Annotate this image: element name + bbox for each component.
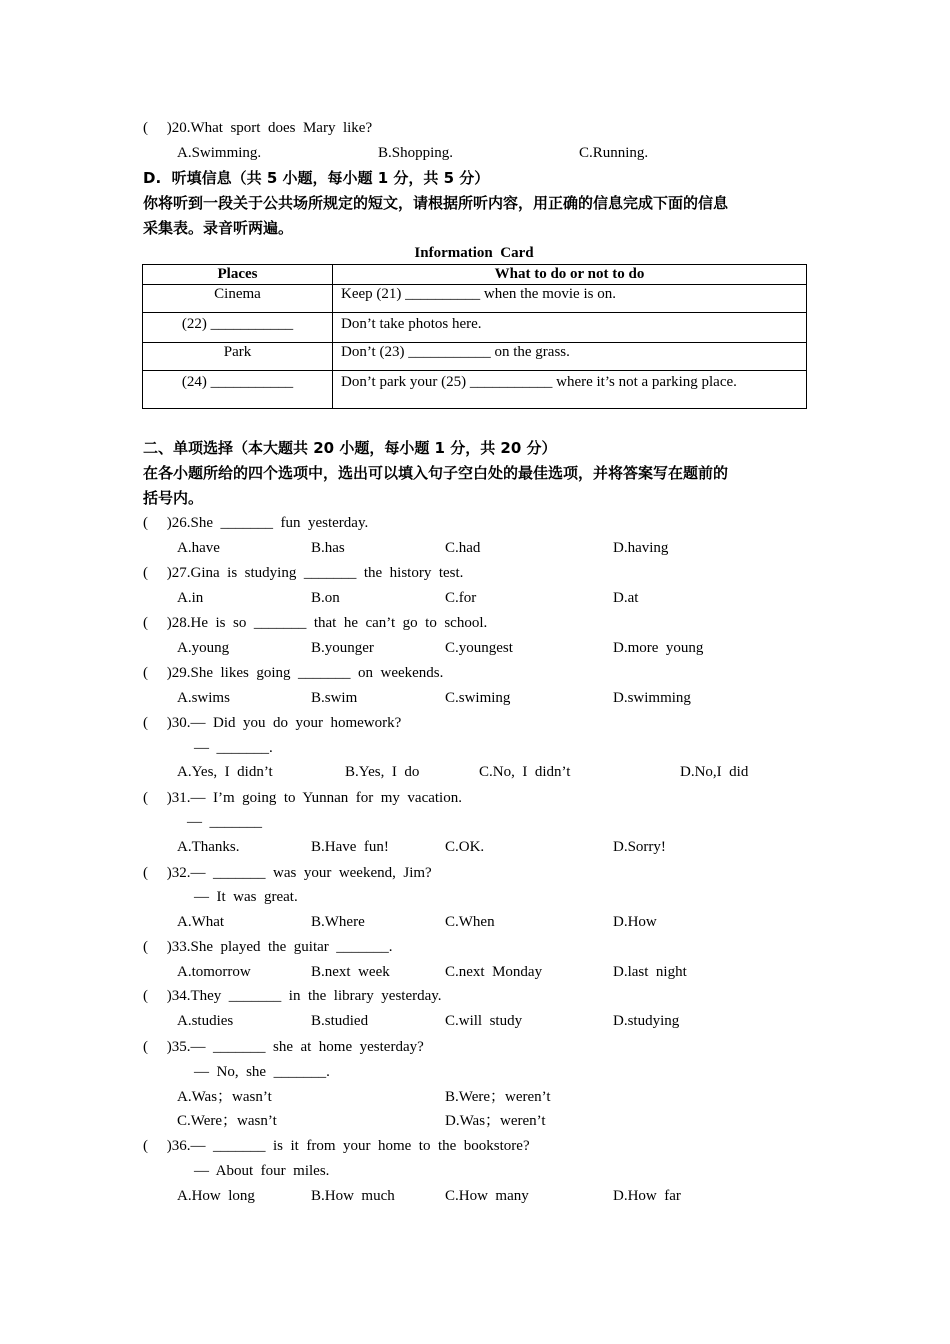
q26-option-a: A.have — [177, 540, 220, 556]
q32-option-b: B.Where — [311, 914, 365, 930]
rule-cell: Don’t (23) ___________ on the grass. — [333, 343, 807, 371]
q28-stem: ( )28.He is so _______ that he can’t go to school. — [143, 615, 488, 631]
q31-stem: ( )31.— I’m going to Yunnan for my vacation. — [143, 790, 462, 806]
rule-cell: Keep (21) __________ when the movie is on. — [333, 285, 807, 313]
rule-cell: Don’t park your (25) ___________ where it’s not a parking place. — [333, 371, 807, 409]
section-d-instructions-line2: 采集表。录音听两遍。 — [143, 219, 294, 237]
q29-option-b: B.swim — [311, 690, 358, 706]
q31-option-a: A.Thanks. — [177, 839, 240, 855]
q31-option-c: C.OK. — [445, 839, 485, 855]
section-2-title: 二、单项选择（本大题共 20 小题，每小题 1 分，共 20 分） — [143, 439, 557, 457]
q30-option-a: A.Yes, I didn’t — [177, 764, 273, 780]
section-2-instructions-line2: 括号内。 — [143, 489, 204, 507]
q30-option-c: C.No, I didn’t — [479, 764, 571, 780]
q30-stem: ( )30.— Did you do your homework? — [143, 715, 402, 731]
table-row — [143, 285, 807, 313]
info-card-table — [142, 264, 807, 409]
q28-option-c: C.youngest — [445, 640, 513, 656]
q32-stem: ( )32.— _______ was your weekend, Jim? — [143, 865, 432, 881]
header-what-to-do: What to do or not to do — [333, 265, 807, 285]
section-d-instructions-line1: 你将听到一段关于公共场所规定的短文，请根据所听内容，用正确的信息完成下面的信息 — [143, 194, 729, 212]
q33-option-b: B.next week — [311, 964, 390, 980]
q33-option-c: C.next Monday — [445, 964, 543, 980]
place-cell: Cinema — [143, 285, 333, 313]
header-places: Places — [143, 265, 333, 285]
q33-option-d: D.last night — [613, 964, 687, 980]
q35-option-c: C.Were；wasn’t — [177, 1113, 277, 1129]
q34-stem: ( )34.They _______ in the library yesterday. — [143, 988, 442, 1004]
table-row — [143, 343, 807, 371]
q31-option-b: B.Have fun! — [311, 839, 389, 855]
q34-option-b: B.studied — [311, 1013, 369, 1029]
q28-option-a: A.young — [177, 640, 230, 656]
place-cell: (24) ___________ — [143, 371, 333, 409]
q35-option-b: B.Were；weren’t — [445, 1089, 551, 1105]
q26-option-d: D.having — [613, 540, 669, 556]
q29-option-a: A.swims — [177, 690, 230, 706]
q20-stem: ( )20.What sport does Mary like? — [143, 120, 373, 136]
q32-option-d: D.How — [613, 914, 657, 930]
q32-option-c: C.When — [445, 914, 495, 930]
q26-option-c: C.had — [445, 540, 481, 556]
q20-option-b: B.Shopping. — [378, 145, 454, 161]
q33-option-a: A.tomorrow — [177, 964, 251, 980]
table-row — [143, 313, 807, 343]
q29-option-c: C.swiming — [445, 690, 511, 706]
q36-option-b: B.How much — [311, 1188, 395, 1204]
q30-reply: — _______. — [194, 740, 273, 756]
q26-stem: ( )26.She _______ fun yesterday. — [143, 515, 369, 531]
q20-option-a: A.Swimming. — [177, 145, 262, 161]
table-row — [143, 371, 807, 409]
q27-option-c: C.for — [445, 590, 477, 606]
q26-option-b: B.has — [311, 540, 345, 556]
q27-stem: ( )27.Gina is studying _______ the history test. — [143, 565, 464, 581]
q36-reply: — About four miles. — [194, 1163, 330, 1179]
table-header-row — [143, 265, 807, 285]
q30-option-b: B.Yes, I do — [345, 764, 420, 780]
q27-option-a: A.in — [177, 590, 204, 606]
q33-stem: ( )33.She played the guitar _______. — [143, 939, 393, 955]
q27-option-b: B.on — [311, 590, 340, 606]
q35-reply: — No, she _______. — [194, 1064, 330, 1080]
section-2-instructions-line1: 在各小题所给的四个选项中，选出可以填入句子空白处的最佳选项，并将答案写在题前的 — [143, 464, 729, 482]
q28-option-b: B.younger — [311, 640, 374, 656]
q36-option-a: A.How long — [177, 1188, 255, 1204]
q29-option-d: D.swimming — [613, 690, 691, 706]
q32-option-a: A.What — [177, 914, 225, 930]
q35-stem: ( )35.— _______ she at home yesterday? — [143, 1039, 424, 1055]
section-d-title: D. 听填信息（共 5 小题，每小题 1 分，共 5 分） — [143, 169, 490, 187]
q31-option-d: D.Sorry! — [613, 839, 666, 855]
q27-option-d: D.at — [613, 590, 639, 606]
q32-reply: — It was great. — [194, 889, 298, 905]
place-cell: (22) ___________ — [143, 313, 333, 343]
q36-option-c: C.How many — [445, 1188, 529, 1204]
q35-option-d: D.Was；weren’t — [445, 1113, 546, 1129]
q34-option-d: D.studying — [613, 1013, 680, 1029]
q34-option-a: A.studies — [177, 1013, 234, 1029]
q36-option-d: D.How far — [613, 1188, 681, 1204]
q29-stem: ( )29.She likes going _______ on weekends. — [143, 665, 444, 681]
place-cell: Park — [143, 343, 333, 371]
q30-option-d: D.No,I did — [680, 764, 749, 780]
q31-reply: — _______ — [187, 814, 262, 830]
q34-option-c: C.will study — [445, 1013, 523, 1029]
info-card-title: Information Card — [414, 245, 534, 261]
q20-option-c: C.Running. — [579, 145, 649, 161]
rule-cell: Don’t take photos here. — [333, 313, 807, 343]
q36-stem: ( )36.— _______ is it from your home to the bookstore? — [143, 1138, 530, 1154]
q35-option-a: A.Was；wasn’t — [177, 1089, 272, 1105]
q28-option-d: D.more young — [613, 640, 704, 656]
